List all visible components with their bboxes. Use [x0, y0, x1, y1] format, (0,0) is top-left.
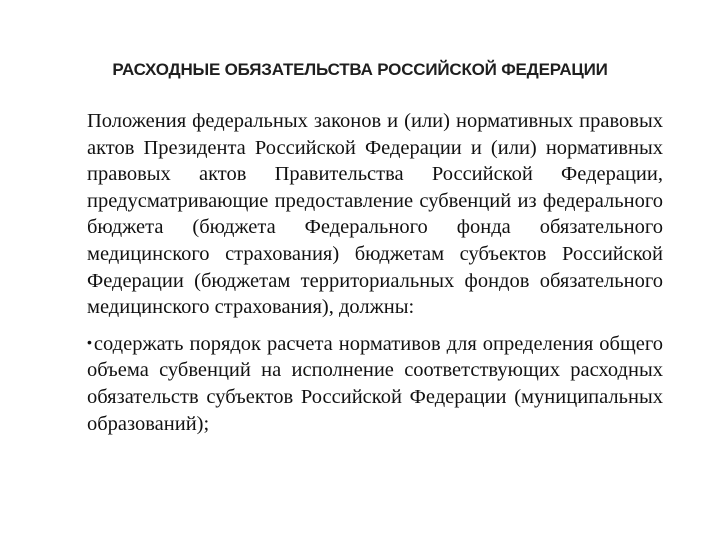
bullet-item — [87, 329, 663, 437]
bullet-marker: • — [87, 333, 92, 350]
bullet-text: содержать порядок расчета нормативов для определения общего объема субвенций на исполнение соответствующих расходных обязательств субъектов Российской Федерации (муниципальных образований); — [87, 332, 663, 435]
slide-body — [87, 108, 663, 437]
slide-title: РАСХОДНЫЕ ОБЯЗАТЕЛЬСТВА РОССИЙСКОЙ ФЕДЕРАЦИИ — [112, 60, 608, 79]
intro-paragraph: Положения федеральных законов и (или) нормативных правовых актов Президента Российской Федерации и (или) нормативных правовых актов Правительства Российской Федерации, предусматривающие предоставление субвенций из федерального бюджета (бюджета Федерального фонда обязательного медицинского страхования) бюджетам субъектов Российской Федерации (бюджетам территориальных фондов обязательного медицинского страхования), должны: — [87, 110, 663, 319]
